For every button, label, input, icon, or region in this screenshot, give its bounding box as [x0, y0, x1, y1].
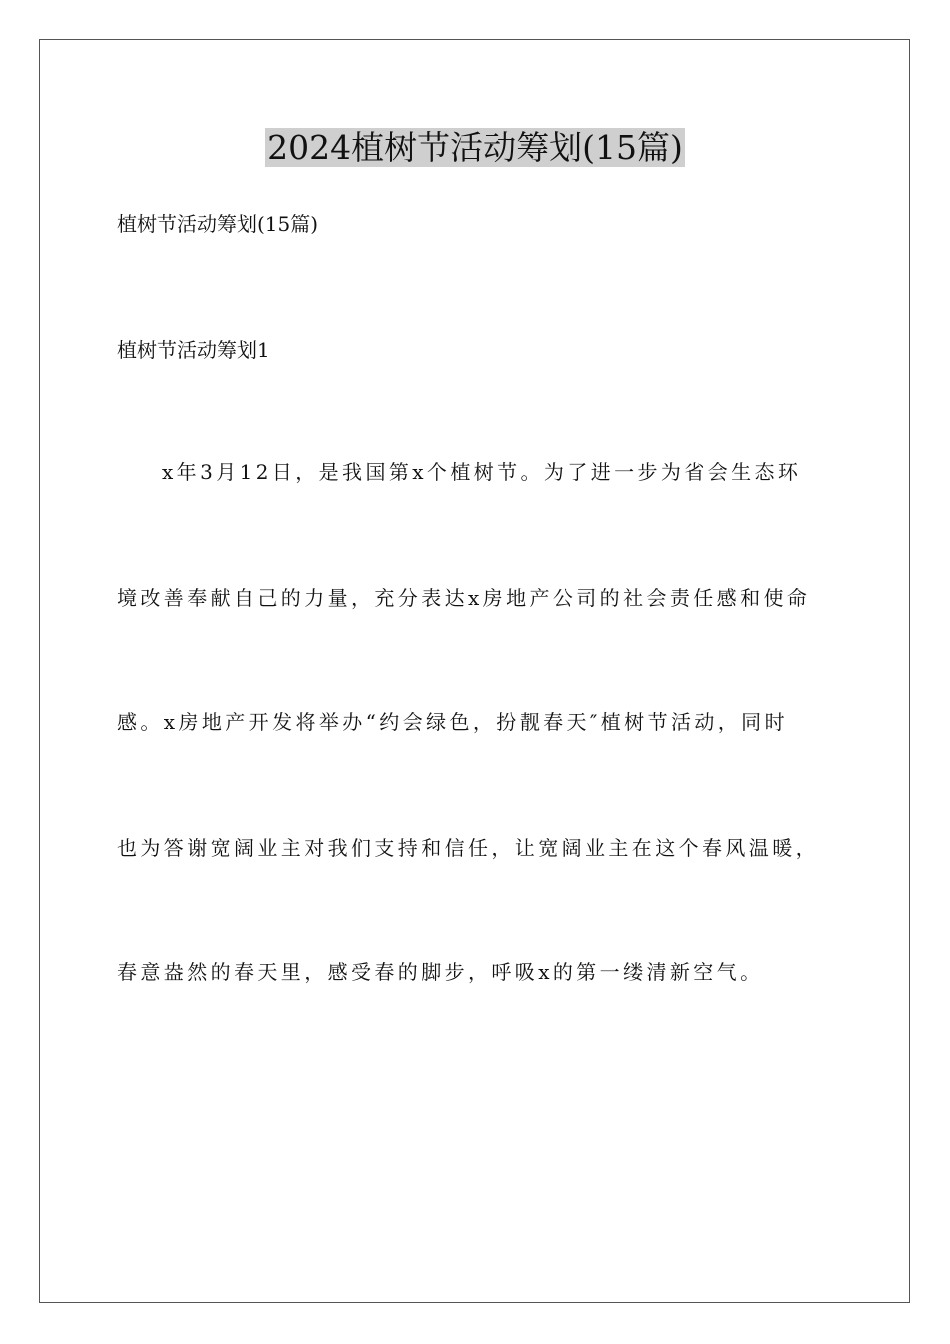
- paragraph-line-1: x年3月12日，是我国第x个植树节。为了进一步为省会生态环: [162, 460, 802, 484]
- paragraph-line-3: 感。x房地产开发将举办“约会绿色，扮靓春天″植树节活动，同时: [117, 710, 788, 734]
- document-subtitle: 植树节活动筹划(15篇): [117, 212, 319, 236]
- paragraph-line-5: 春意盎然的春天里，感受春的脚步，呼吸x的第一缕清新空气。: [117, 960, 764, 984]
- section-heading: 植树节活动筹划1: [117, 338, 270, 362]
- paragraph-line-4: 也为答谢宽阔业主对我们支持和信任，让宽阔业主在这个春风温暖，: [117, 836, 819, 860]
- paragraph-line-2: 境改善奉献自己的力量，充分表达x房地产公司的社会责任感和使命: [117, 586, 811, 610]
- document-title: [0, 126, 950, 170]
- document-title-text: 2024植树节活动筹划(15篇): [267, 128, 683, 167]
